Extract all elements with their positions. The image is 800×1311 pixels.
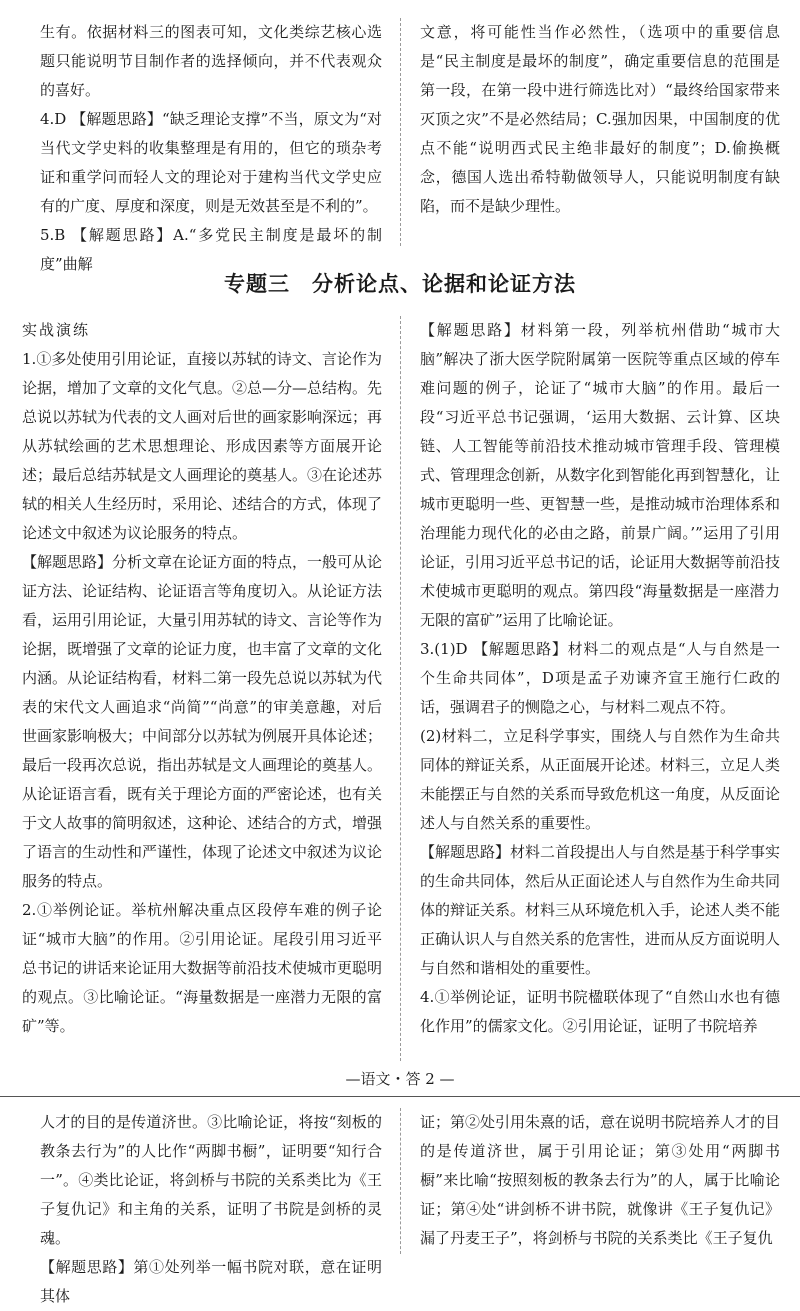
hint-1: 【解题思路】分析文章在论证方面的特点，一般可从论证方法、论证结构、论证语言等角度切入。从论证方法看，运用引用论证，大量引用苏轼的诗文、言论等作为论据，既增强了文章的论证力度，也丰富了文章的文化内涵。从论证结构看，材料二第一段先总说以苏轼为代表的宋代文人画追求“尚简”“尚意”的审美意趣，对后世画家影响极大；中间部分以苏轼为例展开具体论述；最后一段再次总说，指出苏轼是文人画理论的奠基人。从论证语言看，既有关于理论方面的严密论述，也有关于文人故事的简明叙述，这种论、述结合的方式，增强了语言的生动性和严谨性，体现了论述文中叙述为议论服务的特点。 — [22, 553, 383, 890]
page-separator — [0, 1096, 800, 1097]
main-right-column — [420, 316, 780, 1041]
answer-1: 1.①多处使用引用论证，直接以苏轼的诗文、言论作为论据，增加了文章的文化气息。②总—分—总结构。先总说以苏轼为代表的文人画对后世的画家影响深远；再从苏轼绘画的艺术思想理论、形成因素等方面展开论述；最后总结苏轼是文人画理论的奠基人。③在论述苏轼的相关人生经历时，采用论、述结合的方式，体现了论述文中叙述为议论服务的特点。 — [22, 350, 383, 542]
paragraph: 生有。依据材料三的图表可知，文化类综艺核心选题只能说明节目制作者的选择倾向，并不代表观众的喜好。 — [40, 23, 382, 99]
paragraph: 文意，将可能性当作必然性，（选项中的重要信息是“民主制度是最坏的制度”，确定重要信息的范围是第一段，在第一段中进行筛选比对）“最终给国家带来灭顶之灾”不是必然结局；C.强加因果，中国制度的优点不能“说明西式民主绝非最好的制度”；D.偷换概念，德国人选出希特勒做领导人，只能说明制度有缺陷，而不是缺少理性。 — [420, 23, 780, 215]
answer-3-2: (2)材料二，立足科学事实，围绕人与自然作为生命共同体的辩证关系，从正面展开论述。材料三，立足人类未能摆正与自然的关系而导致危机这一角度，从反面论述人与自然关系的重要性。 — [420, 727, 781, 832]
paragraph: 人才的目的是传道济世。③比喻论证，将按“刻板的教条去行为”的人比作“两脚书橱”，证明要“知行合一”。④类比论证，将剑桥与书院的关系类比为《王子复仇记》和主角的关系，证明了书院是剑桥的灵魂。 — [40, 1113, 382, 1247]
hint-4: 【解题思路】第①处列举一幅书院对联，意在证明其体 — [40, 1258, 382, 1305]
answer-3-1: 3.(1)D 【解题思路】材料二的观点是“人与自然是一个生命共同体”，D项是孟子劝谏齐宣王施行仁政的话，强调君子的恻隐之心，与材料二观点不符。 — [420, 640, 780, 716]
top-left-column — [40, 18, 382, 279]
answer-4: 4.D 【解题思路】“缺乏理论支撑”不当，原文为“对当代文学史料的收集整理是有用的，但它的琐杂考证和重学问而轻人文的理论对于建构当代文学史应有的广度、厚度和深度，则是无效甚至是不利的”。 — [40, 110, 382, 215]
bottom-right-column — [420, 1108, 780, 1253]
section-heading: 专题三 分析论点、论据和论证方法 — [224, 272, 576, 296]
answer-5: 5.B 【解题思路】A.“多党民主制度是最坏的制度”曲解 — [40, 226, 382, 273]
bottom-left-column — [40, 1108, 382, 1311]
main-left-column — [22, 316, 382, 1041]
column-divider — [400, 1108, 401, 1254]
hint-3: 【解题思路】材料二首段提出人与自然是基于科学事实的生命共同体，然后从正面论述人与自然作为生命共同体的辩证关系。材料三从环境危机入手，论述人类不能正确认识人与自然关系的危害性，进而从反方面说明人与自然和谐相处的重要性。 — [420, 843, 781, 977]
column-divider — [400, 18, 401, 246]
column-divider — [400, 316, 401, 1061]
top-right-column — [420, 18, 780, 221]
paragraph: 证；第②处引用朱熹的话，意在说明书院培养人才的目的是传道济世，属于引用论证；第③处用“两脚书橱”来比喻“按照刻板的教条去行为”的人，属于比喻论证；第④处“讲剑桥不讲书院，就像讲《王子复仇记》漏了丹麦王子”，将剑桥与书院的关系类比《王子复仇 — [420, 1113, 781, 1247]
section-label: 实战演练 — [22, 321, 91, 339]
page-footer: —语文・答 2 — — [345, 1070, 455, 1088]
answer-2: 2.①举例论证。举杭州解决重点区段停车难的例子论证“城市大脑”的作用。②引用论证。尾段引用习近平总书记的讲话来论证用大数据等前沿技术使城市更聪明的观点。③比喻论证。“海量数据是一座潜力无限的富矿”等。 — [22, 901, 383, 1035]
answer-4: 4.①举例论证，证明书院楹联体现了“自然山水也有德化作用”的儒家文化。②引用论证，证明了书院培养 — [420, 988, 780, 1035]
hint-2: 【解题思路】材料第一段，列举杭州借助“城市大脑”解决了浙大医学院附属第一医院等重点区域的停车难问题的例子，论证了“城市大脑”的作用。最后一段“习近平总书记强调，‘运用大数据、云计算、区块链、人工智能等前沿技术推动城市管理手段、管理模式、管理理念创新，从数字化到智能化再到智慧化，让城市更聪明一些、更智慧一些，是推动城市治理体系和治理能力现代化的必由之路，前景广阔。’”运用了引用论证，引用习近平总书记的话，论证用大数据等前沿技术使城市更聪明的观点。第四段“海量数据是一座潜力无限的富矿”运用了比喻论证。 — [420, 321, 781, 629]
